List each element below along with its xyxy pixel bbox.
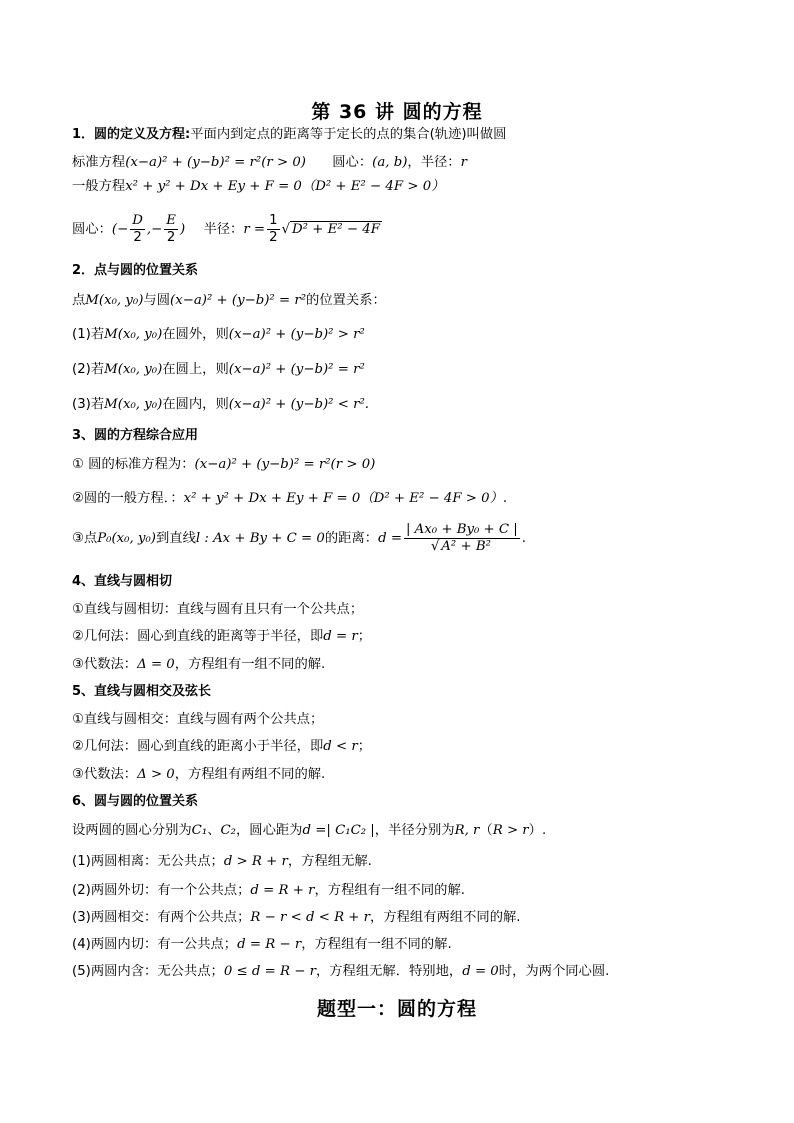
general-equation-line <box>72 178 444 196</box>
distance-lhs: d = <box>378 531 402 546</box>
item-text: ②几何法：圆心到直线的距离小于半径，即 <box>72 739 324 754</box>
radii: R, r <box>454 823 480 838</box>
item-text: 到直线 <box>156 531 196 546</box>
item-text: 在圆外，则 <box>162 327 229 342</box>
fraction-d-half <box>130 213 145 246</box>
section-1-definition: 平面内到定点的距离等于定长的点的集合(轨迹)叫做圆 <box>190 127 507 142</box>
item-text: (4)两圆内切：有一公共点； <box>72 937 238 952</box>
circle-relation-item <box>72 853 372 871</box>
line-equation: l : Ax + By + C = 0 <box>195 531 325 546</box>
item-text: (3)两圆相交：有两个公共点； <box>72 910 251 925</box>
item-tail: ，方程组有两组不同的解. <box>370 910 521 925</box>
item-text: 、 <box>207 823 221 838</box>
paren-close: ) <box>180 222 186 237</box>
point-relation-item <box>72 326 365 344</box>
radius-label: ，半径： <box>407 155 461 170</box>
frac-den: 2 <box>269 229 278 245</box>
center-value: (a, b) <box>372 155 408 170</box>
item-end: ； <box>357 739 372 754</box>
frac-den: 2 <box>166 229 176 245</box>
center-c2: C₂ <box>220 823 236 838</box>
section-6-intro <box>72 822 546 840</box>
item-equation: (x−a)² + (y−b)² = r² <box>228 362 365 377</box>
item-prefix: (3)若 <box>72 397 105 412</box>
item-tail: ，方程组无解. <box>287 854 372 869</box>
item-tail: ，方程组无解．特别地， <box>315 964 463 979</box>
section-3-line-1 <box>72 456 375 474</box>
item-equation: R − r < d < R + r <box>250 910 371 925</box>
fraction-one-half <box>267 213 279 246</box>
section-6-heading: 6、圆与圆的位置关系 <box>72 794 199 809</box>
item-text: ① 圆的标准方程为： <box>72 457 195 472</box>
item-text: ，半径分别为 <box>374 823 455 838</box>
section-2-intro <box>72 292 386 310</box>
standard-equation: (x−a)² + (y−b)² = r²(r > 0) <box>125 155 306 170</box>
fraction-e-half <box>164 213 178 246</box>
point-relation-item <box>72 396 369 414</box>
item-text: ③代数法： <box>72 767 138 782</box>
item-prefix: (2)若 <box>72 362 105 377</box>
circle-relation-item <box>72 909 521 927</box>
section-4-line-1: ①直线与圆相切：直线与圆有且只有一个公共点； <box>72 602 364 617</box>
item-equation: (x−a)² + (y−b)² = r²(r > 0) <box>194 457 376 472</box>
intro-text: 与圆 <box>143 293 171 308</box>
general-center-label: 圆心： <box>72 222 112 237</box>
item-equation: (x−a)² + (y−b)² > r² <box>228 327 365 342</box>
point-m: M(x₀, y₀) <box>85 293 144 308</box>
item-equation: d = R + r <box>250 883 315 898</box>
item-condition: （D² + E² − 4F > 0）. <box>360 491 508 506</box>
point-p0: P₀(x₀, y₀) <box>97 531 156 546</box>
section-3-heading: 3、圆的方程综合应用 <box>72 428 199 443</box>
section-4-line-3 <box>72 656 325 674</box>
item-equation: Δ > 0 <box>137 767 175 782</box>
item-prefix: (1)若 <box>72 327 105 342</box>
distance-def: d =| C₁C₂ | <box>302 823 375 838</box>
item-text: 设两圆的圆心分别为 <box>72 823 192 838</box>
item-equation: x² + y² + Dx + Ey + F = 0 <box>183 491 361 506</box>
general-label: 一般方程 <box>72 179 126 194</box>
item-text: (5)两圆内含：无公共点； <box>72 964 224 979</box>
item-end: ； <box>357 629 372 644</box>
item-text: (1)两圆相离：无公共点； <box>72 854 224 869</box>
point-m: M(x₀, y₀) <box>104 397 163 412</box>
section-1-heading: 1．圆的定义及方程: <box>72 127 191 142</box>
section-5-line-1: ①直线与圆相交：直线与圆有两个公共点； <box>72 712 324 727</box>
item-text: ③代数法： <box>72 657 138 672</box>
item-text: ②几何法：圆心到直线的距离等于半径，即 <box>72 629 324 644</box>
period: . <box>521 531 527 546</box>
general-radius-label: 半径： <box>203 222 244 237</box>
item-equation: Δ = 0 <box>137 657 175 672</box>
item-tail: 时，为两个同心圆. <box>498 964 610 979</box>
item-equation: d = r <box>323 629 358 644</box>
general-condition: （D² + E² − 4F > 0） <box>301 179 445 194</box>
item-text: ②圆的一般方程．： <box>72 491 184 506</box>
circle-relation-item <box>72 936 452 954</box>
item-text: （ <box>479 823 493 838</box>
item-text: (2)两圆外切：有一个公共点； <box>72 883 251 898</box>
standard-equation-line <box>72 154 467 172</box>
point-m: M(x₀, y₀) <box>104 327 163 342</box>
item-text: 的距离： <box>324 531 379 546</box>
section-5-line-2 <box>72 738 371 756</box>
point-m: M(x₀, y₀) <box>104 362 163 377</box>
radius-lhs: r = <box>243 222 266 237</box>
frac-num: E <box>166 212 176 228</box>
comma-minus: ,− <box>146 222 163 237</box>
intro-text: 的位置关系： <box>306 293 386 308</box>
item-text: ）. <box>528 823 547 838</box>
item-equation: d = 0 <box>462 964 499 979</box>
frac-num: D <box>132 212 143 228</box>
section-5-heading: 5、直线与圆相交及弦长 <box>72 684 212 699</box>
item-text: ③点 <box>72 531 98 546</box>
distance-fraction <box>404 522 520 555</box>
item-text: 在圆内，则 <box>162 397 229 412</box>
item-text: ，圆心距为 <box>236 823 303 838</box>
item-equation: d = R − r <box>237 937 302 952</box>
item-equation: d > R + r <box>223 854 288 869</box>
item-end: ，方程组有一组不同的解. <box>174 657 326 672</box>
section-2-heading: 2．点与圆的位置关系 <box>72 263 199 278</box>
item-equation: 0 ≤ d = R − r <box>223 964 316 979</box>
general-center-radius-line <box>72 212 382 248</box>
circle-relation-item <box>72 882 465 900</box>
radius-value: r <box>460 155 467 170</box>
center-label: 圆心： <box>332 155 373 170</box>
circle-equation: (x−a)² + (y−b)² = r² <box>170 293 307 308</box>
section-3-line-3 <box>72 520 526 558</box>
circle-relation-item <box>72 963 609 981</box>
standard-label: 标准方程 <box>72 155 126 170</box>
center-c1: C₁ <box>191 823 208 838</box>
item-tail: ，方程组有一组不同的解. <box>314 883 465 898</box>
general-equation: x² + y² + Dx + Ey + F = 0 <box>125 179 302 194</box>
sqrt-radicand: D² + E² − 4F <box>292 222 380 237</box>
page-title: 第 36 讲 圆的方程 <box>311 101 483 123</box>
item-tail: ，方程组有一组不同的解. <box>301 937 452 952</box>
section-4-line-2 <box>72 628 371 646</box>
intro-text: 点 <box>72 293 86 308</box>
section-4-heading: 4、直线与圆相切 <box>72 574 173 589</box>
paren-open: (− <box>111 222 129 237</box>
section-subtitle: 题型一：圆的方程 <box>316 998 477 1020</box>
section-1-line <box>72 126 506 144</box>
item-text: 在圆上，则 <box>162 362 229 377</box>
section-5-line-3 <box>72 766 325 784</box>
sqrt-symbol: √ <box>430 538 440 554</box>
sqrt-symbol: √ <box>281 222 291 237</box>
section-3-line-2 <box>72 490 507 508</box>
sqrt-radicand: A² + B² <box>441 538 491 554</box>
radii-condition: R > r <box>492 823 529 838</box>
frac-num: 1 <box>269 212 278 228</box>
item-equation: (x−a)² + (y−b)² < r². <box>228 397 369 412</box>
frac-num: | Ax₀ + By₀ + C | <box>405 521 518 537</box>
item-end: ，方程组有两组不同的解. <box>174 767 326 782</box>
point-relation-item <box>72 361 365 379</box>
item-equation: d < r <box>323 739 358 754</box>
frac-den: 2 <box>133 229 142 245</box>
